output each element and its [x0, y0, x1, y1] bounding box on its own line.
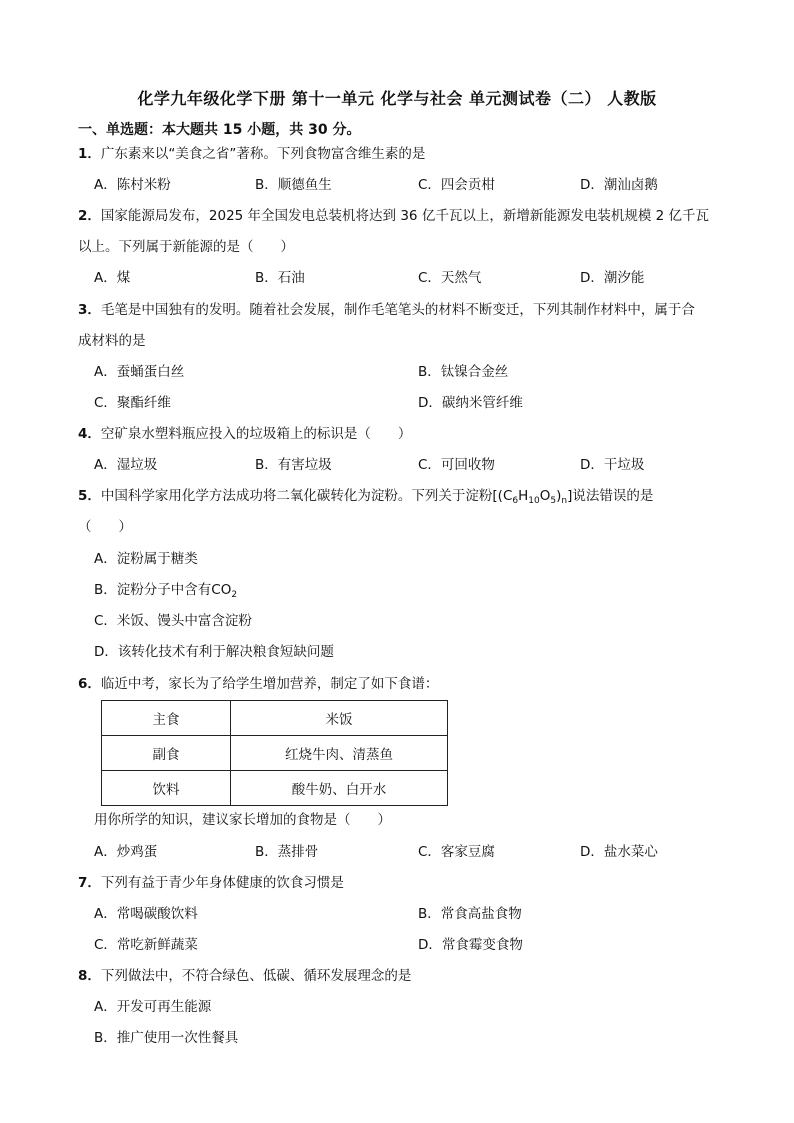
- question-5-line-2: （ ）: [78, 519, 132, 535]
- question-7: [78, 873, 344, 893]
- option-1a: A．陈村米粉: [94, 177, 171, 193]
- option-3c: C．聚酯纤维: [94, 395, 171, 411]
- question-number: 6．: [78, 676, 101, 692]
- question-text: 临近中考，家长为了给学生增加营养，制定了如下食谱：: [100, 676, 439, 692]
- option-5a: A．淀粉属于糖类: [94, 551, 198, 567]
- question-text: 国家能源局发布，2025 年全国发电总装机将达到 36 亿千瓦以上，新增新能源发电装机规模 2 亿千瓦: [100, 208, 709, 224]
- question-6: [78, 674, 438, 694]
- option-2d: D．潮汐能: [580, 270, 645, 286]
- formula-subscript: 10: [528, 496, 540, 506]
- option-8a: A．开发可再生能源: [94, 999, 212, 1015]
- option-4a: A．湿垃圾: [94, 457, 158, 473]
- question-2-line-2: 以上。下列属于新能源的是（ ）: [78, 239, 294, 255]
- question-number: 3．: [78, 302, 101, 318]
- question-number: 5．: [78, 488, 101, 504]
- question-text: 毛笔是中国独有的发明。随着社会发展，制作毛笔笔头的材料不断变迁，下列其制作材料中，属于合: [100, 302, 695, 318]
- option-2a: A．煤: [94, 270, 131, 286]
- table-cell: 饮料: [102, 771, 231, 806]
- table-cell: 红烧牛肉、清蒸鱼: [231, 736, 448, 771]
- section-heading: 一、单选题：本大题共 15 小题，共 30 分。: [78, 122, 361, 138]
- table-row: [102, 736, 448, 771]
- question-6-followup: 用你所学的知识，建议家长增加的食物是（ ）: [94, 812, 391, 828]
- formula-text: ): [556, 488, 562, 504]
- option-1d: D．潮汕卤鹅: [580, 177, 658, 193]
- option-4c: C．可回收物: [418, 457, 495, 473]
- option-6d: D．盐水菜心: [580, 844, 658, 860]
- option-7c: C．常吃新鲜蔬菜: [94, 937, 198, 953]
- question-number: 1．: [78, 146, 101, 162]
- menu-table: [101, 700, 448, 806]
- table-row: [102, 771, 448, 806]
- option-7d: D．常食霉变食物: [418, 937, 523, 953]
- option-3a: A．蚕蛹蛋白丝: [94, 364, 185, 380]
- table-row: [102, 701, 448, 736]
- question-text: ]说法错误的是: [567, 488, 654, 504]
- question-8: [78, 966, 411, 986]
- question-number: 2．: [78, 208, 101, 224]
- question-number: 8．: [78, 968, 101, 984]
- option-5c: C．米饭、馒头中富含淀粉: [94, 613, 252, 629]
- question-4: [78, 424, 411, 444]
- page-title: 化学九年级化学下册 第十一单元 化学与社会 单元测试卷（二） 人教版: [137, 89, 657, 108]
- question-5: [78, 486, 653, 506]
- formula-text: O: [539, 488, 551, 504]
- option-8b: B．推广使用一次性餐具: [94, 1030, 239, 1046]
- formula-subscript: 6: [512, 496, 519, 506]
- option-2c: C．天然气: [418, 270, 482, 286]
- option-4d: D．干垃圾: [580, 457, 645, 473]
- formula-subscript: n: [561, 496, 568, 506]
- option-5d: D．该转化技术有利于解决粮食短缺问题: [94, 644, 334, 660]
- question-1: [78, 144, 425, 164]
- formula-subscript: 2: [231, 590, 238, 600]
- option-1c: C．四会贡柑: [418, 177, 495, 193]
- question-3-line-2: 成材料的是: [78, 333, 146, 349]
- question-text: 中国科学家用化学方法成功将二氧化碳转化为淀粉。下列关于淀粉[(C: [100, 488, 513, 504]
- option-6c: C．客家豆腐: [418, 844, 495, 860]
- formula-subscript: 5: [550, 496, 557, 506]
- option-7b: B．常食高盐食物: [418, 906, 522, 922]
- question-number: 7．: [78, 875, 101, 891]
- question-text: 下列有益于青少年身体健康的饮食习惯是: [100, 875, 344, 891]
- question-text: 下列做法中，不符合绿色、低碳、循环发展理念的是: [100, 968, 412, 984]
- option-3d: D．碳纳米管纤维: [418, 395, 523, 411]
- option-7a: A．常喝碳酸饮料: [94, 906, 198, 922]
- option-1b: B．顺德鱼生: [255, 177, 332, 193]
- option-4b: B．有害垃圾: [255, 457, 332, 473]
- question-2: [78, 206, 709, 226]
- formula-text: H: [518, 488, 529, 504]
- option-6b: B．蒸排骨: [255, 844, 319, 860]
- question-text: 空矿泉水塑料瓶应投入的垃圾箱上的标识是（ ）: [100, 426, 412, 442]
- option-2b: B．石油: [255, 270, 305, 286]
- question-text: 广东素来以“美食之省”著称。下列食物富含维生素的是: [100, 146, 426, 162]
- table-cell: 米饭: [231, 701, 448, 736]
- option-6a: A．炒鸡蛋: [94, 844, 158, 860]
- table-cell: 酸牛奶、白开水: [231, 771, 448, 806]
- table-cell: 副食: [102, 736, 231, 771]
- option-5b: B．淀粉分子中含有$CO_2$: [94, 582, 238, 600]
- question-3: [78, 300, 695, 320]
- table-cell: 主食: [102, 701, 231, 736]
- question-number: 4．: [78, 426, 101, 442]
- option-3b: B．钛镍合金丝: [418, 364, 509, 380]
